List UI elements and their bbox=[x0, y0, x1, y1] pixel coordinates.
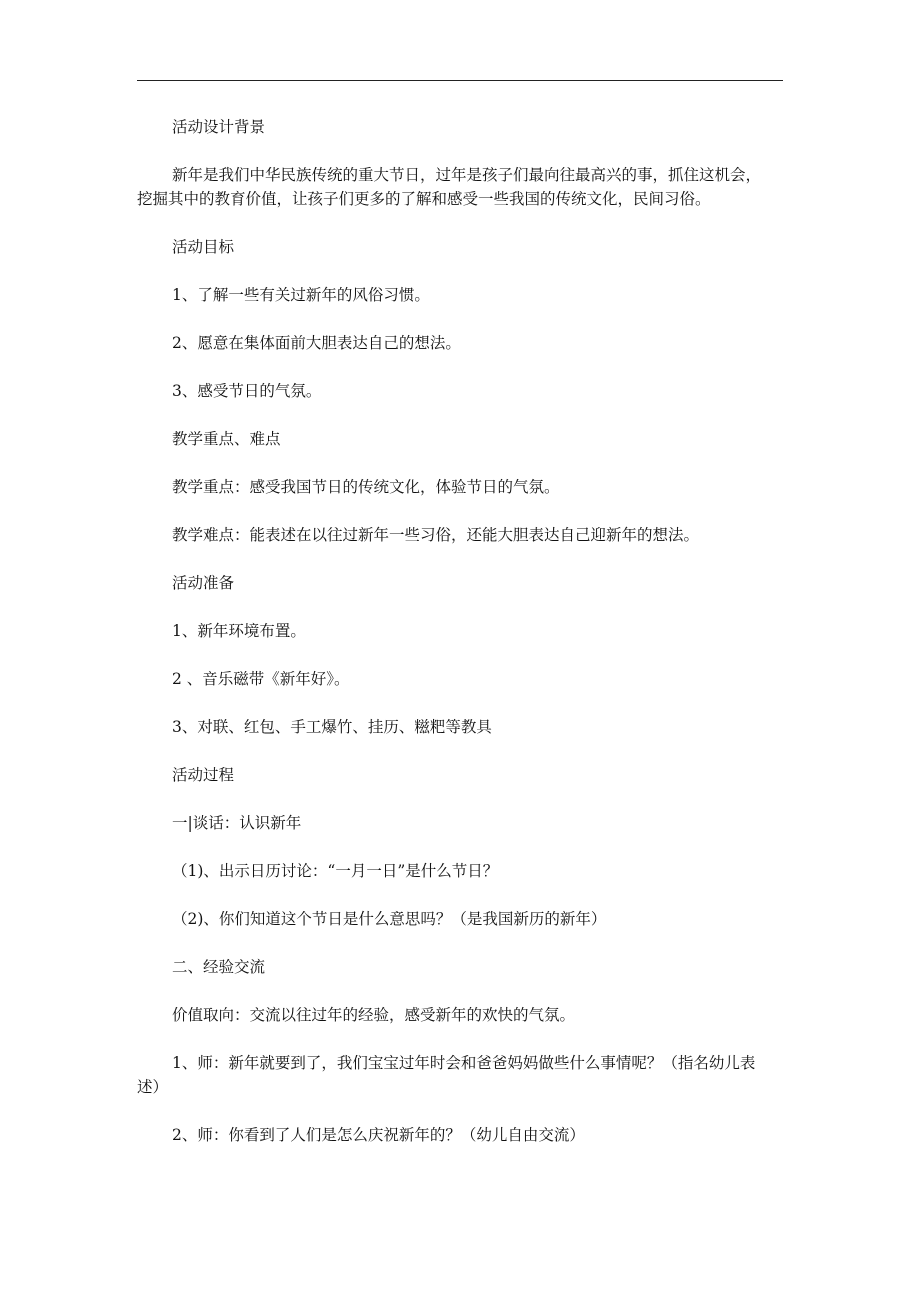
process-step-2-item-1-line-2: 述） bbox=[137, 1078, 169, 1096]
process-step-1-heading: 一|谈话：认识新年 bbox=[172, 814, 302, 832]
process-step-2-item-1 bbox=[137, 1051, 784, 1099]
process-step-2-item-2: 2、师：你看到了人们是怎么庆祝新年的？（幼儿自由交流） bbox=[172, 1126, 585, 1144]
background-line-1: 新年是我们中华民族传统的重大节日，过年是孩子们最向往最高兴的事，抓住这机会， bbox=[172, 166, 762, 184]
document-body bbox=[137, 115, 784, 1171]
preparation-item-1: 1、新年环境布置。 bbox=[172, 622, 306, 640]
key-point: 教学重点：感受我国节日的传统文化，体验节日的气氛。 bbox=[172, 478, 560, 496]
preparation-item-2: 2 、音乐磁带《新年好》。 bbox=[172, 670, 350, 688]
background-paragraph bbox=[137, 163, 784, 211]
process-step-2-item-1-line-1: 1、师：新年就要到了，我们宝宝过年时会和爸爸妈妈做些什么事情呢？（指名幼儿表 bbox=[172, 1054, 756, 1072]
value-orientation: 价值取向：交流以往过年的经验，感受新年的欢快的气氛。 bbox=[172, 1006, 576, 1024]
section-heading-goals: 活动目标 bbox=[172, 238, 235, 256]
goal-item-2: 2、愿意在集体面前大胆表达自己的想法。 bbox=[172, 334, 461, 352]
section-heading-process: 活动过程 bbox=[172, 766, 235, 784]
section-heading-key-points: 教学重点、难点 bbox=[172, 430, 281, 448]
difficult-point: 教学难点：能表述在以往过新年一些习俗，还能大胆表达自己迎新年的想法。 bbox=[172, 526, 700, 544]
section-heading-background: 活动设计背景 bbox=[172, 118, 266, 136]
goal-item-3: 3、感受节日的气氛。 bbox=[172, 382, 322, 400]
process-step-1-item-1: （1)、出示日历讨论：“一月一日”是什么节日？ bbox=[172, 862, 499, 880]
section-heading-preparation: 活动准备 bbox=[172, 574, 235, 592]
preparation-item-3: 3、对联、红包、手工爆竹、挂历、糍粑等教具 bbox=[172, 718, 492, 736]
process-step-2-heading: 二、经验交流 bbox=[172, 958, 266, 976]
background-line-2: 挖掘其中的教育价值，让孩子们更多的了解和感受一些我国的传统文化，民间习俗。 bbox=[137, 190, 711, 208]
header-rule bbox=[137, 80, 783, 81]
process-step-1-item-2: （2)、你们知道这个节日是什么意思吗？（是我国新历的新年） bbox=[172, 910, 607, 928]
goal-item-1: 1、了解一些有关过新年的风俗习惯。 bbox=[172, 286, 430, 304]
